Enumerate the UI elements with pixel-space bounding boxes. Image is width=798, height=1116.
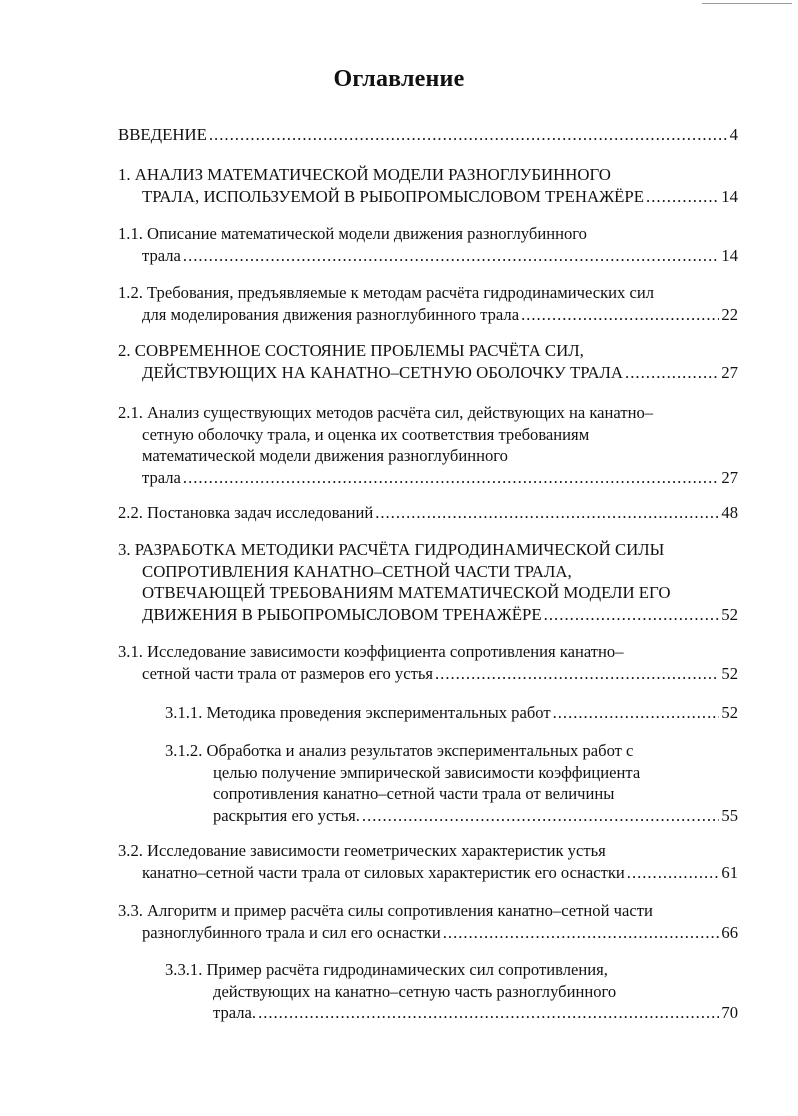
toc-page-number: 52: [721, 703, 738, 722]
toc-entry-subsection-3-1-1[interactable]: [165, 702, 738, 724]
toc-entry-text: трала: [142, 245, 181, 265]
toc-page-number: 4: [729, 125, 738, 144]
toc-entry-text: действующих на канатно–сетную часть разноглубинного: [213, 981, 617, 1001]
toc-entry-text: разноглубинного трала и сил его оснастки: [142, 922, 441, 942]
toc-entry-text: 3.3. Алгоритм и пример расчёта силы сопротивления канатно–сетной части: [118, 901, 653, 920]
toc-entry-section-3-2[interactable]: [118, 840, 738, 883]
toc-page-number: 70: [721, 1003, 738, 1022]
dot-leader: [209, 124, 728, 146]
dot-leader: [183, 467, 719, 489]
toc-entry-text: 2. СОВРЕМЕННОЕ СОСТОЯНИЕ ПРОБЛЕМЫ РАСЧЁТА СИЛ,: [118, 341, 584, 360]
toc-entry-section-3-1[interactable]: [118, 641, 738, 684]
toc-entry-text: раскрытия его устья.: [213, 805, 360, 825]
toc-entry-text: трала: [142, 467, 181, 487]
toc-entry-text: канатно–сетной части трала от силовых характеристик его оснастки: [142, 862, 625, 882]
toc-entry-text: ТРАЛА, ИСПОЛЬЗУЕМОЙ В РЫБОПРОМЫСЛОВОМ ТРЕНАЖЁРЕ: [142, 186, 644, 206]
toc-entry-section-3-3[interactable]: [118, 900, 738, 943]
toc-entry-text: ОТВЕЧАЮЩЕЙ ТРЕБОВАНИЯМ МАТЕМАТИЧЕСКОЙ МОДЕЛИ ЕГО: [142, 583, 671, 602]
toc-entry-text: 3.1.1. Методика проведения экспериментальных работ: [165, 703, 551, 722]
toc-entry-chapter-3[interactable]: [118, 539, 738, 625]
dot-leader: [258, 1002, 719, 1024]
dot-leader: [183, 245, 719, 267]
toc-entry-section-1-1[interactable]: [118, 223, 738, 266]
toc-entry-subsection-3-3-1[interactable]: [165, 959, 738, 1024]
dot-leader: [625, 362, 719, 384]
dot-leader: [646, 186, 719, 208]
toc-page-number: 52: [721, 663, 738, 683]
dot-leader: [362, 805, 719, 827]
toc-page-number: 48: [721, 503, 738, 522]
toc-entry-chapter-1[interactable]: [118, 164, 738, 207]
toc-entry-text: 2.2. Постановка задач исследований: [118, 503, 374, 522]
toc-entry-text: 1. АНАЛИЗ МАТЕМАТИЧЕСКОЙ МОДЕЛИ РАЗНОГЛУБИННОГО: [118, 165, 611, 184]
dot-leader: [521, 304, 719, 326]
toc-entry-text: целью получение эмпирической зависимости коэффициента: [213, 762, 641, 782]
toc-page-number: 66: [721, 922, 738, 942]
toc-entry-text: 3.3.1. Пример расчёта гидродинамических сил сопротивления,: [165, 960, 608, 979]
toc-entry-text: сетной части трала от размеров его устья: [142, 663, 434, 683]
toc-entry-text: математической модели движения разноглубинного: [142, 446, 508, 465]
toc-entry-text: 1.2. Требования, предъявляемые к методам расчёта гидродинамических сил: [118, 283, 655, 302]
toc-entry-text: сетную оболочку трала, и оценка их соответствия требованиям: [142, 424, 590, 444]
scan-edge-line: [702, 3, 792, 4]
toc-page-number: 14: [721, 186, 738, 206]
toc-entry-text: 2.1. Анализ существующих методов расчёта сил, действующих на канатно–: [118, 403, 654, 422]
toc-entry-text: ДВИЖЕНИЯ В РЫБОПРОМЫСЛОВОМ ТРЕНАЖЁРЕ: [142, 604, 542, 624]
dot-leader: [553, 702, 720, 724]
toc-entry-section-2-2[interactable]: [118, 502, 738, 524]
dot-leader: [375, 502, 719, 524]
toc-entry-text: сопротивления канатно–сетной части трала от величины: [213, 784, 615, 803]
toc-page-number: 27: [721, 362, 738, 382]
toc-entry-subsection-3-1-2[interactable]: [165, 740, 738, 826]
toc-entry-intro[interactable]: [118, 124, 738, 146]
toc-entry-text: трала.: [213, 1003, 257, 1022]
toc-page-number: 22: [721, 304, 738, 324]
toc-entry-text: ДЕЙСТВУЮЩИХ НА КАНАТНО–СЕТНУЮ ОБОЛОЧКУ ТРАЛА: [142, 362, 624, 382]
toc-entry-text: СОПРОТИВЛЕНИЯ КАНАТНО–СЕТНОЙ ЧАСТИ ТРАЛА,: [142, 561, 572, 581]
toc-entry-text: 3.1. Исследование зависимости коэффициента сопротивления канатно–: [118, 642, 624, 661]
dot-leader: [435, 663, 719, 685]
toc-entry-text: 3.2. Исследование зависимости геометрических характеристик устья: [118, 841, 606, 860]
toc-entry-text: 1.1. Описание математической модели движения разноглубинного: [118, 224, 587, 243]
toc-entry-text: 3.1.2. Обработка и анализ результатов экспериментальных работ с: [165, 741, 634, 760]
toc-page-number: 55: [721, 805, 738, 825]
toc-entry-text: 3. РАЗРАБОТКА МЕТОДИКИ РАСЧЁТА ГИДРОДИНАМИЧЕСКОЙ СИЛЫ: [118, 540, 665, 559]
toc-page-number: 27: [721, 467, 738, 487]
toc-page-number: 52: [721, 604, 738, 624]
toc-entry-text: для моделирования движения разноглубинного трала: [142, 304, 520, 324]
toc-entry-chapter-2[interactable]: [118, 340, 738, 383]
page-title: Оглавление: [333, 66, 465, 92]
toc-entry-text: ВВЕДЕНИЕ: [118, 125, 207, 144]
dot-leader: [544, 604, 720, 626]
dot-leader: [443, 922, 720, 944]
toc-entry-section-2-1[interactable]: [118, 402, 738, 488]
toc-entry-section-1-2[interactable]: [118, 282, 738, 325]
dot-leader: [627, 862, 720, 884]
toc-page-number: 61: [721, 862, 738, 882]
toc-page-number: 14: [721, 245, 738, 265]
